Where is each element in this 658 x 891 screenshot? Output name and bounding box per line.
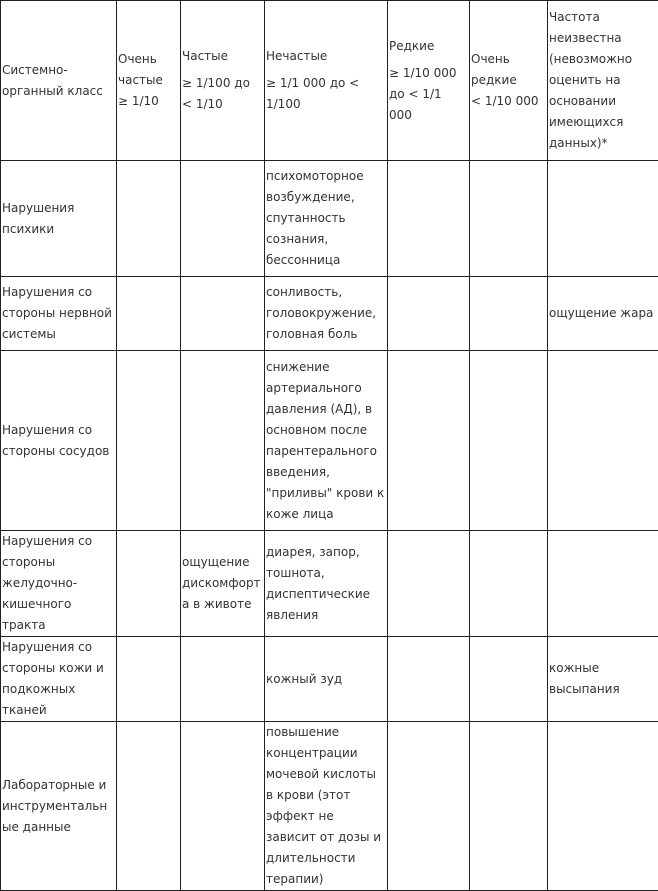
cell-very-rare — [470, 161, 548, 277]
cell-common — [181, 637, 265, 722]
cell-rare — [388, 161, 470, 277]
cell-common — [181, 161, 265, 277]
header-system-organ-class: Системно- органный класс — [1, 1, 117, 161]
cell-frequency-unknown — [548, 722, 658, 891]
cell-very-common — [117, 531, 181, 637]
header-common: Частые ≥ 1/100 до < 1/10 — [181, 1, 265, 161]
header-uncommon: Нечастые ≥ 1/1 000 до < 1/100 — [265, 1, 388, 161]
cell-rare — [388, 531, 470, 637]
cell-common — [181, 351, 265, 531]
cell-very-common — [117, 351, 181, 531]
cell-frequency-unknown: кожные высыпания — [548, 637, 658, 722]
cell-rare — [388, 277, 470, 351]
cell-very-common — [117, 722, 181, 891]
cell-frequency-unknown — [548, 351, 658, 531]
cell-system-organ-class: Нарушения психики — [1, 161, 117, 277]
cell-very-rare — [470, 351, 548, 531]
header-rare: Редкие ≥ 1/10 000 до < 1/1 000 — [388, 1, 470, 161]
cell-very-rare — [470, 637, 548, 722]
cell-system-organ-class: Лабораторные и инструментальные данные — [1, 722, 117, 891]
cell-very-rare — [470, 277, 548, 351]
cell-uncommon: диарея, запор, тошнота, диспептические явления — [265, 531, 388, 637]
cell-system-organ-class: Нарушения со стороны желудочно-кишечного тракта — [1, 531, 117, 637]
cell-common — [181, 722, 265, 891]
cell-very-common — [117, 637, 181, 722]
cell-very-common — [117, 277, 181, 351]
cell-very-rare — [470, 722, 548, 891]
table-row — [1, 161, 658, 277]
cell-uncommon: сонливость, головокружение, головная боль — [265, 277, 388, 351]
cell-system-organ-class: Нарушения со стороны нервной системы — [1, 277, 117, 351]
cell-uncommon: повышение концентрации мочевой кислоты в крови (этот эффект не зависит от дозы и длительности терапии) — [265, 722, 388, 891]
cell-system-organ-class: Нарушения со стороны кожи и подкожных тканей — [1, 637, 117, 722]
cell-rare — [388, 722, 470, 891]
cell-system-organ-class: Нарушения со стороны сосудов — [1, 351, 117, 531]
header-frequency-unknown: Частота неизвестна (невозможно оценить на основании имеющихся данных)* — [548, 1, 658, 161]
table-row — [1, 722, 658, 891]
header-very-rare: Очень редкие < 1/10 000 — [470, 1, 548, 161]
table-row — [1, 351, 658, 531]
table-row — [1, 531, 658, 637]
cell-uncommon: кожный зуд — [265, 637, 388, 722]
cell-very-rare — [470, 531, 548, 637]
header-very-common: Очень частые ≥ 1/10 — [117, 1, 181, 161]
cell-frequency-unknown — [548, 161, 658, 277]
cell-common — [181, 277, 265, 351]
cell-uncommon: снижение артериального давления (АД), в основном после парентерального введения, "приливы" крови к коже лица — [265, 351, 388, 531]
table-row — [1, 637, 658, 722]
cell-common: ощущение дискомфорта в животе — [181, 531, 265, 637]
table-header-row — [1, 1, 658, 161]
cell-rare — [388, 637, 470, 722]
cell-frequency-unknown — [548, 531, 658, 637]
table-row — [1, 277, 658, 351]
cell-very-common — [117, 161, 181, 277]
cell-uncommon: психомоторное возбуждение, спутанность сознания, бессонница — [265, 161, 388, 277]
cell-frequency-unknown: ощущение жара — [548, 277, 658, 351]
cell-rare — [388, 351, 470, 531]
